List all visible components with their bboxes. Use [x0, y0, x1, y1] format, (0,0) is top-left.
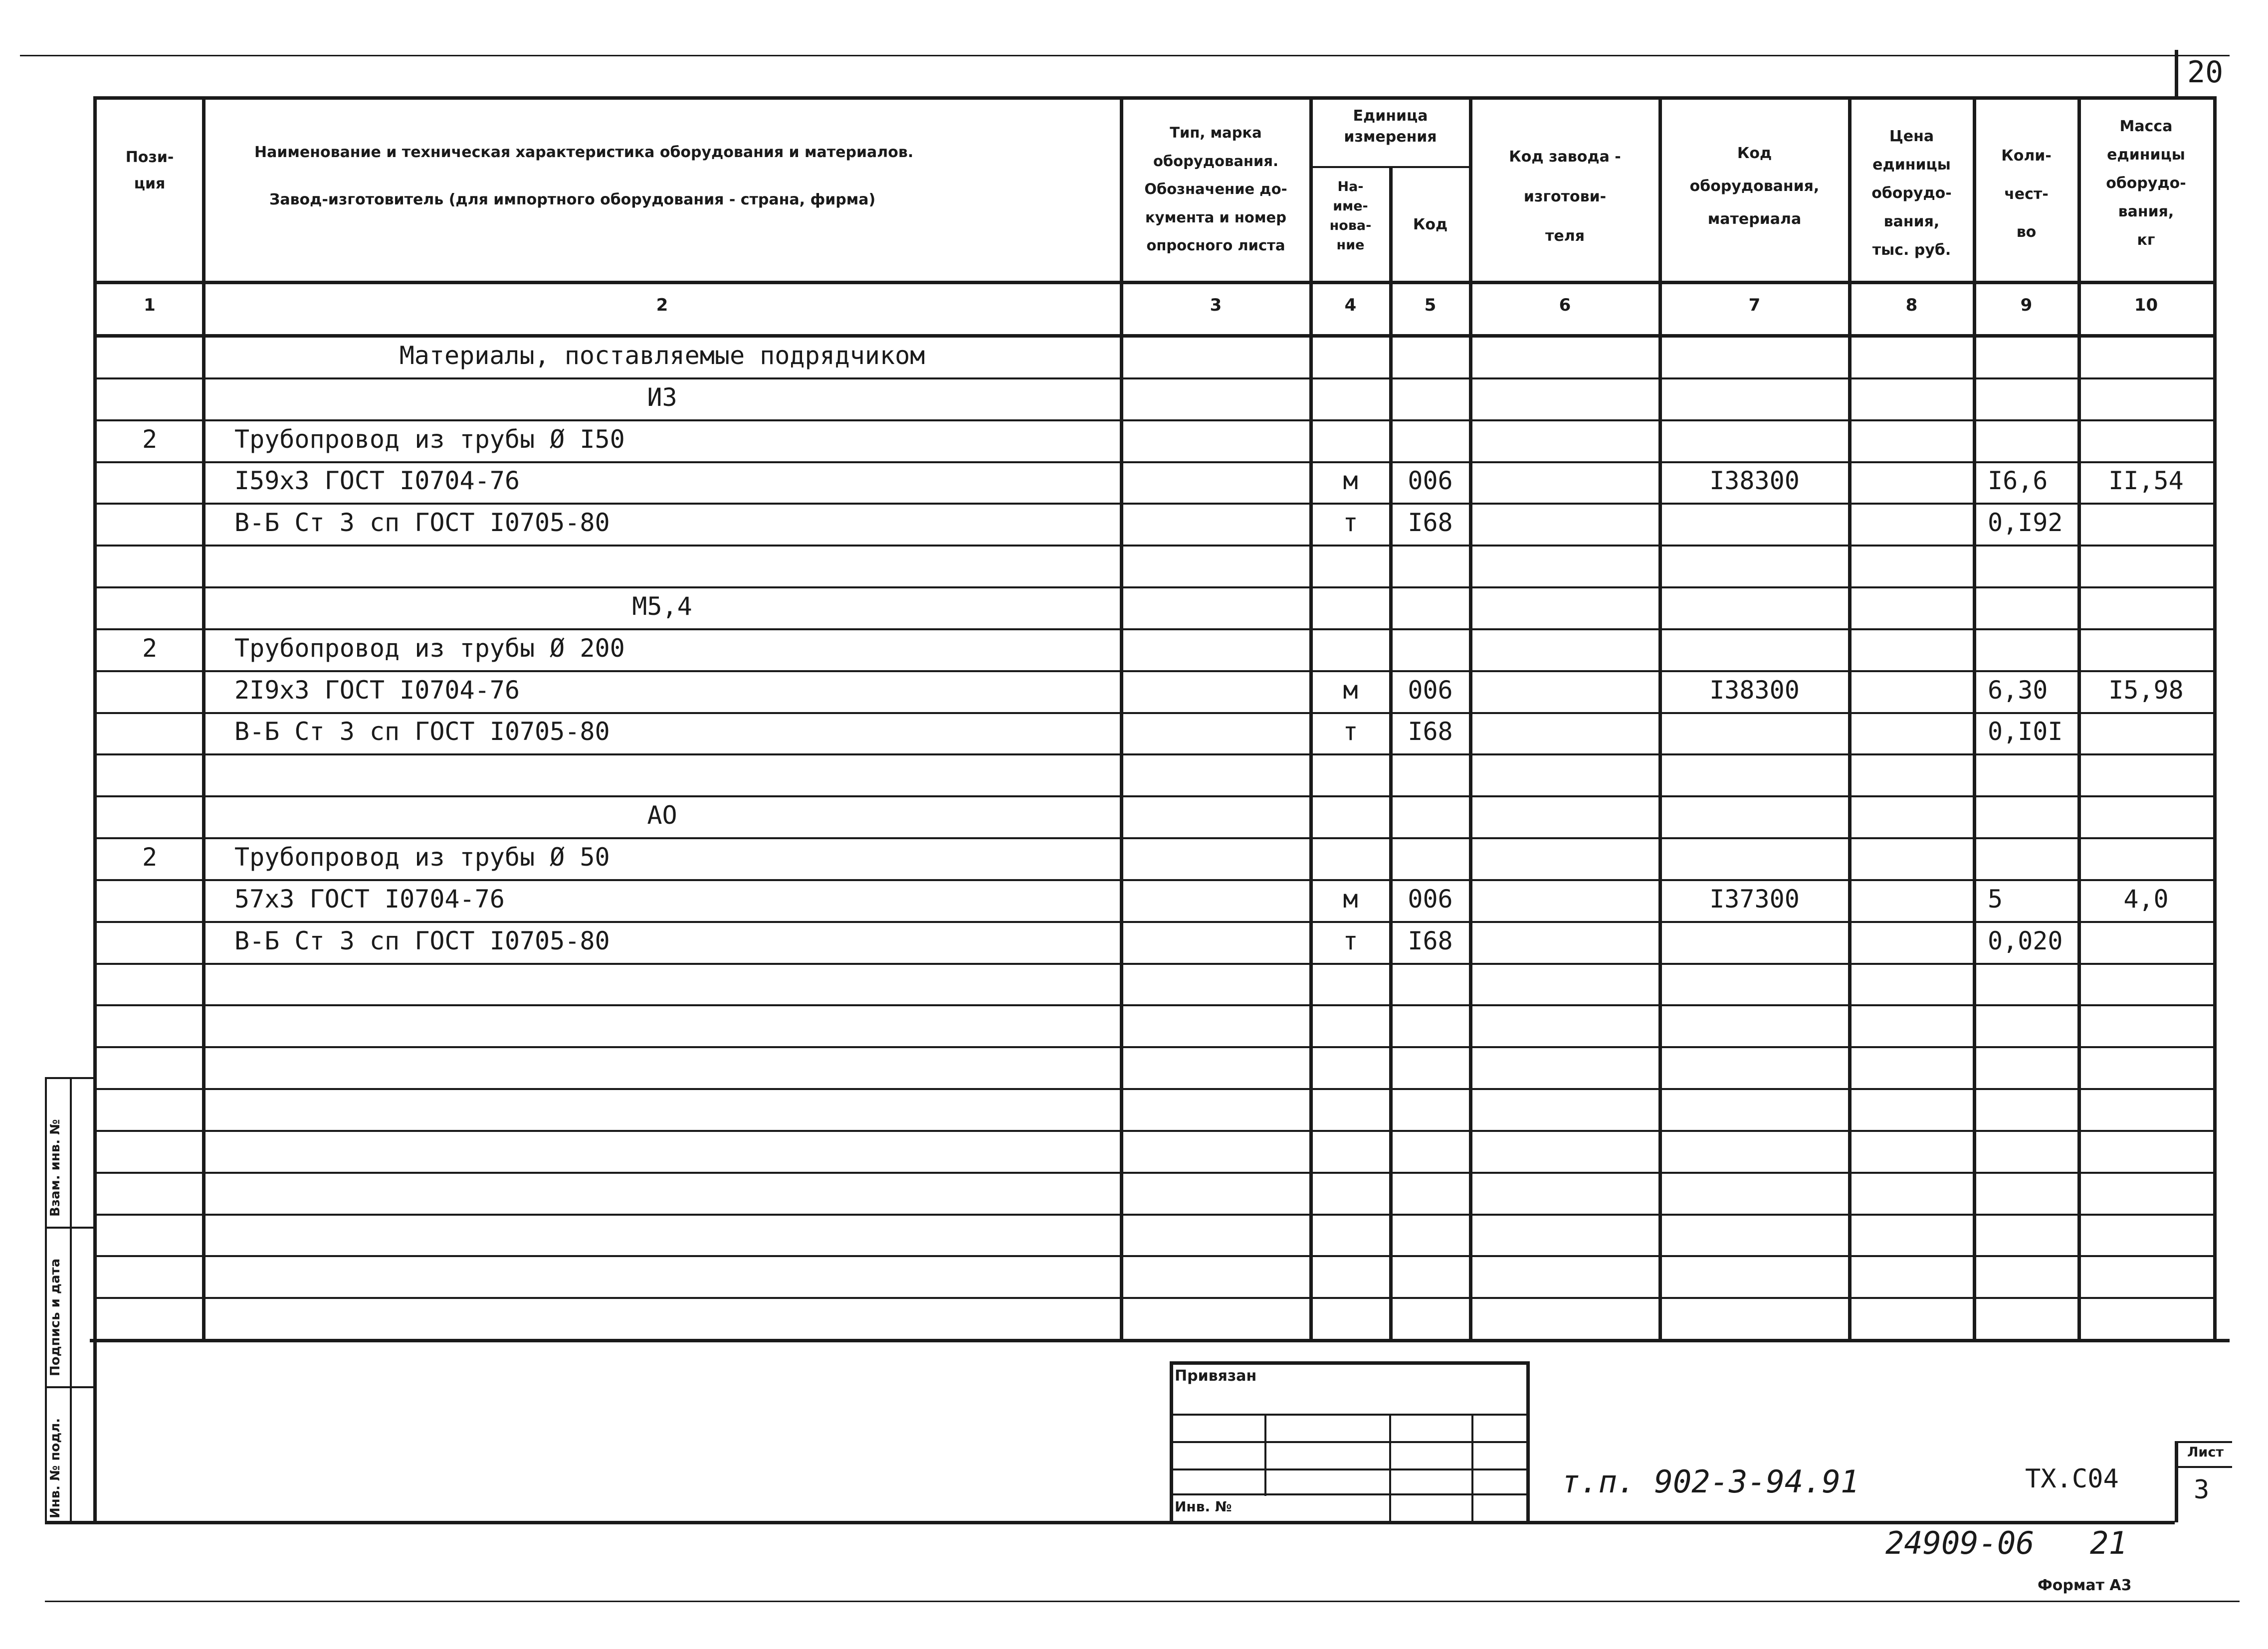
- header-price: Цена единицы оборудо- вания, тыс. руб.: [1871, 128, 1952, 259]
- header-mass: Масса единицы оборудо- вания, кг: [2106, 118, 2186, 249]
- col-number-5: 5: [1424, 295, 1437, 315]
- row-unit: т: [1343, 508, 1358, 537]
- header-unit-code: Код: [1413, 216, 1448, 233]
- col-border-3: [1309, 96, 1313, 1340]
- stamp-col-1: [1264, 1414, 1266, 1496]
- col-border-0: [93, 96, 97, 1522]
- row-name: В-Б Ст 3 сп ГОСТ I0705-80: [234, 508, 610, 537]
- row-divider: [95, 419, 2215, 421]
- row-unit: т: [1343, 926, 1358, 955]
- format-label: Формат А3: [2038, 1577, 2132, 1594]
- header-bottom-border: [95, 281, 2215, 284]
- col-number-2: 2: [656, 295, 668, 315]
- row-divider: [95, 1088, 2215, 1090]
- side-stamp-replace-label: Взам. инв. №: [48, 1119, 63, 1217]
- row-divider: [95, 921, 2215, 923]
- unit-group-divider: [1309, 166, 1470, 168]
- header-factory-code: Код завода - изготови- теля: [1509, 148, 1621, 245]
- row-quantity: I6,6: [1988, 466, 2048, 495]
- col-border-7: [1848, 96, 1852, 1340]
- stamp-top: [1170, 1361, 1528, 1365]
- row-unit: м: [1343, 885, 1358, 914]
- row-quantity: 5: [1988, 885, 2003, 914]
- row-name: В-Б Ст 3 сп ГОСТ I0705-80: [234, 926, 610, 955]
- row-divider: [95, 795, 2215, 797]
- col-border-9: [2077, 96, 2081, 1340]
- stamp-privyazan-label: Привязан: [1175, 1367, 1257, 1385]
- archive-number: 24909-06: [1885, 1525, 2035, 1561]
- col-border-5: [1469, 96, 1472, 1340]
- top-border-line: [20, 55, 2230, 56]
- document-code: т.п. 902-3-94.91: [1561, 1464, 1859, 1500]
- stamp-inv-label: Инв. №: [1175, 1498, 1232, 1515]
- col-number-3: 3: [1210, 295, 1222, 315]
- row-divider: [95, 1214, 2215, 1216]
- row-divider: [95, 1297, 2215, 1299]
- side-stamp-outer: [45, 1077, 47, 1522]
- row-quantity: 0,020: [1988, 926, 2063, 955]
- col-border-8: [1973, 96, 1976, 1340]
- list-number: 3: [2194, 1475, 2210, 1505]
- row-quantity: 0,I92: [1988, 508, 2063, 537]
- stamp-row-3: [1170, 1468, 1528, 1470]
- row-position: 2: [142, 843, 158, 872]
- row-divider: [95, 837, 2215, 839]
- row-unit: м: [1343, 466, 1358, 495]
- row-quantity: 0,I0I: [1988, 717, 2063, 746]
- row-divider: [95, 586, 2215, 588]
- row-divider: [95, 545, 2215, 547]
- row-quantity: 6,30: [1988, 676, 2048, 705]
- stamp-row-2: [1170, 1441, 1528, 1443]
- side-stamp-signature-label: Подпись и дата: [48, 1258, 63, 1376]
- side-stamp-inv-label: Инв. № подл.: [48, 1418, 63, 1518]
- row-name: В-Б Ст 3 сп ГОСТ I0705-80: [234, 717, 610, 746]
- list-box-mid: [2175, 1466, 2232, 1468]
- row-name: Материалы, поставляемые подрядчиком: [399, 341, 925, 370]
- stamp-row-4: [1170, 1493, 1528, 1495]
- row-unit-code: 006: [1408, 885, 1453, 914]
- row-name: 57x3 ГОСТ I0704-76: [234, 885, 505, 914]
- col-number-1: 1: [144, 295, 156, 315]
- stamp-row-1: [1170, 1414, 1528, 1416]
- header-unit-group: Единица измерения: [1344, 107, 1437, 146]
- row-name: 2I9x3 ГОСТ I0704-76: [234, 676, 520, 705]
- row-mass: I5,98: [2108, 676, 2184, 705]
- row-divider: [95, 1255, 2215, 1257]
- list-box-left: [2175, 1441, 2178, 1522]
- numbers-bottom-border: [95, 334, 2215, 338]
- row-position: 2: [142, 425, 158, 454]
- table-top-border: [95, 96, 2215, 100]
- row-divider: [95, 1130, 2215, 1132]
- row-unit-code: 006: [1408, 676, 1453, 705]
- row-divider: [95, 1046, 2215, 1048]
- row-mass: II,54: [2108, 466, 2184, 495]
- row-equipment-code: I38300: [1709, 676, 1800, 705]
- row-divider: [95, 712, 2215, 714]
- row-divider: [95, 1004, 2215, 1006]
- corner-divider: [2175, 50, 2178, 100]
- table-bottom-border: [90, 1339, 2230, 1342]
- col-number-4: 4: [1344, 295, 1357, 315]
- row-divider: [95, 1172, 2215, 1174]
- corner-number: 20: [2187, 55, 2224, 90]
- row-unit-code: 006: [1408, 466, 1453, 495]
- col-number-8: 8: [1905, 295, 1918, 315]
- row-divider: [95, 753, 2215, 755]
- stamp-col-2: [1389, 1414, 1391, 1522]
- row-divider: [95, 963, 2215, 965]
- col-number-6: 6: [1559, 295, 1571, 315]
- stamp-bottom-border: [45, 1521, 2175, 1524]
- row-name: АО: [647, 801, 677, 830]
- col-border-6: [1658, 96, 1662, 1340]
- header-unit-name: На- име- нова- ние: [1329, 179, 1372, 253]
- list-box-top: [2175, 1441, 2232, 1443]
- sheet-code: ТХ.С04: [2025, 1464, 2119, 1494]
- header-equipment-code: Код оборудования, материала: [1689, 145, 1820, 228]
- row-equipment-code: I38300: [1709, 466, 1800, 495]
- list-label: Лист: [2187, 1445, 2224, 1460]
- side-stamp-div-1: [45, 1227, 95, 1229]
- col-number-10: 10: [2134, 295, 2158, 315]
- col-number-7: 7: [1748, 295, 1761, 315]
- stamp-col-3: [1471, 1414, 1473, 1522]
- row-unit-code: I68: [1408, 508, 1453, 537]
- col-border-2: [1120, 96, 1123, 1340]
- bottom-border-line: [45, 1601, 2240, 1602]
- row-name: ИЗ: [647, 383, 677, 412]
- row-divider: [95, 503, 2215, 505]
- row-name: М5,4: [632, 592, 692, 621]
- row-name: Трубопровод из трубы Ø 200: [234, 634, 625, 663]
- row-name: I59x3 ГОСТ I0704-76: [234, 466, 520, 495]
- header-quantity: Коли- чест- во: [2001, 147, 2052, 241]
- row-divider: [95, 377, 2215, 379]
- side-stamp-inner: [70, 1077, 72, 1522]
- row-divider: [95, 461, 2215, 463]
- header-name-line1: Наименование и техническая характеристика оборудования и материалов.: [254, 144, 914, 161]
- row-unit: т: [1343, 717, 1358, 746]
- header-type: Тип, марка оборудования. Обозначение до- кумента и номер опросного листа: [1144, 124, 1287, 254]
- side-stamp-div-2: [45, 1386, 95, 1388]
- row-unit: м: [1343, 676, 1358, 705]
- row-divider: [95, 670, 2215, 672]
- col-border-1: [202, 96, 206, 1340]
- archive-suffix: 21: [2090, 1525, 2127, 1561]
- row-name: Трубопровод из трубы Ø I50: [234, 425, 625, 454]
- row-equipment-code: I37300: [1709, 885, 1800, 914]
- row-unit-code: I68: [1408, 717, 1453, 746]
- row-name: Трубопровод из трубы Ø 50: [234, 843, 610, 872]
- row-position: 2: [142, 634, 158, 663]
- row-divider: [95, 628, 2215, 630]
- col-number-9: 9: [2020, 295, 2033, 315]
- row-divider: [95, 879, 2215, 881]
- side-stamp-top: [45, 1077, 95, 1079]
- row-unit-code: I68: [1408, 926, 1453, 955]
- header-name-line2: Завод-изготовитель (для импортного оборудования - страна, фирма): [269, 191, 876, 208]
- row-mass: 4,0: [2123, 885, 2169, 914]
- header-position: Пози- ция: [125, 149, 174, 192]
- col-border-10: [2213, 96, 2217, 1340]
